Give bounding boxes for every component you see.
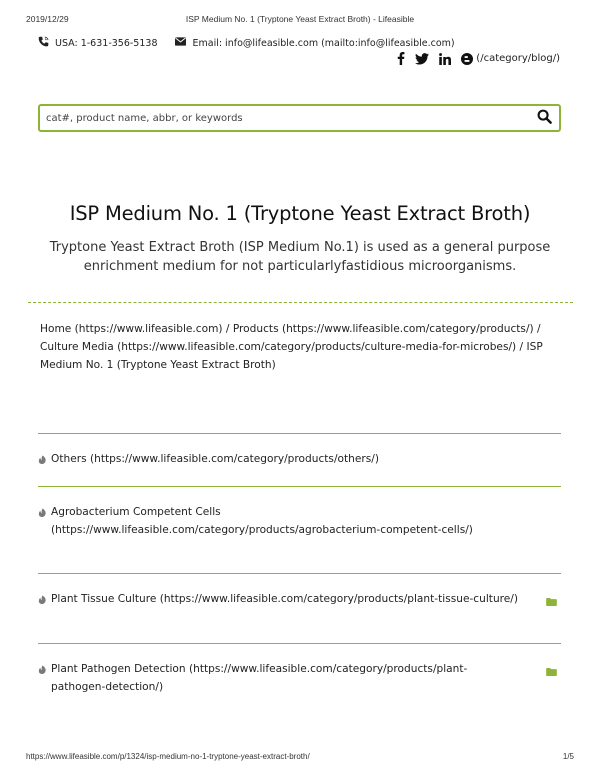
folder-icon[interactable] (546, 664, 557, 682)
breadcrumb[interactable]: Home (https://www.lifeasible.com) / Products (https://www.lifeasible.com/category/products/) / Culture Media (https://www.lifeasible.com/category/products/culture-media-for-microbes/) / ISP Medium No. 1 (Tryptone Yeast Extract Broth) (40, 323, 543, 371)
page-number: 1/5 (562, 752, 574, 761)
category-item-others[interactable] (38, 433, 561, 471)
category-label: Others (https://www.lifeasible.com/category/products/others/) (51, 453, 379, 465)
print-header (26, 14, 574, 26)
page-subtitle: Tryptone Yeast Extract Broth (ISP Medium No.1) is used as a general purpose enrichment medium for not particularlyfastidious microorganisms. (49, 240, 551, 274)
leaf-icon (38, 503, 51, 524)
twitter-icon[interactable] (415, 53, 429, 65)
print-date: 2019/12/29 (26, 14, 69, 24)
linkedin-icon[interactable] (439, 53, 451, 65)
search-input[interactable] (40, 106, 529, 130)
facebook-icon[interactable] (397, 52, 405, 65)
email-link[interactable]: Email: info@lifeasible.com (mailto:info@lifeasible.com) (192, 37, 455, 49)
print-url: https://www.lifeasible.com/p/1324/isp-medium-no-1-tryptone-yeast-extract-broth/ (26, 752, 310, 761)
category-item-plant-tissue-culture[interactable] (38, 573, 561, 611)
divider (28, 302, 573, 303)
category-item-agrobacterium[interactable] (38, 486, 561, 539)
social-links (387, 52, 560, 65)
leaf-icon (38, 450, 51, 471)
blog-link[interactable]: (/category/blog/) (476, 53, 560, 64)
category-label: Agrobacterium Competent Cells (https://www.lifeasible.com/category/products/agrobacterium-competent-cells/) (51, 506, 473, 536)
leaf-icon (38, 590, 51, 611)
page-title: ISP Medium No. 1 (Tryptone Yeast Extract Broth) (69, 202, 531, 225)
email-icon (175, 37, 186, 49)
phone-link[interactable]: USA: 1-631-356-5138 (55, 37, 158, 49)
phone-icon (38, 36, 49, 50)
folder-icon[interactable] (546, 594, 557, 612)
print-footer (26, 752, 574, 764)
print-page-title: ISP Medium No. 1 (Tryptone Yeast Extract Broth) - Lifeasible (185, 14, 415, 24)
search-icon (537, 109, 552, 128)
leaf-icon (38, 660, 51, 681)
search-bar (38, 104, 561, 132)
category-label: Plant Tissue Culture (https://www.lifeasible.com/category/products/plant-tissue-culture/) (51, 593, 518, 605)
search-button[interactable] (529, 106, 559, 130)
category-item-plant-pathogen-detection[interactable] (38, 643, 561, 696)
contact-bar (38, 36, 455, 50)
category-label: Plant Pathogen Detection (https://www.lifeasible.com/category/products/plant-pathogen-detection/) (51, 663, 468, 693)
blogger-icon[interactable] (461, 53, 473, 65)
